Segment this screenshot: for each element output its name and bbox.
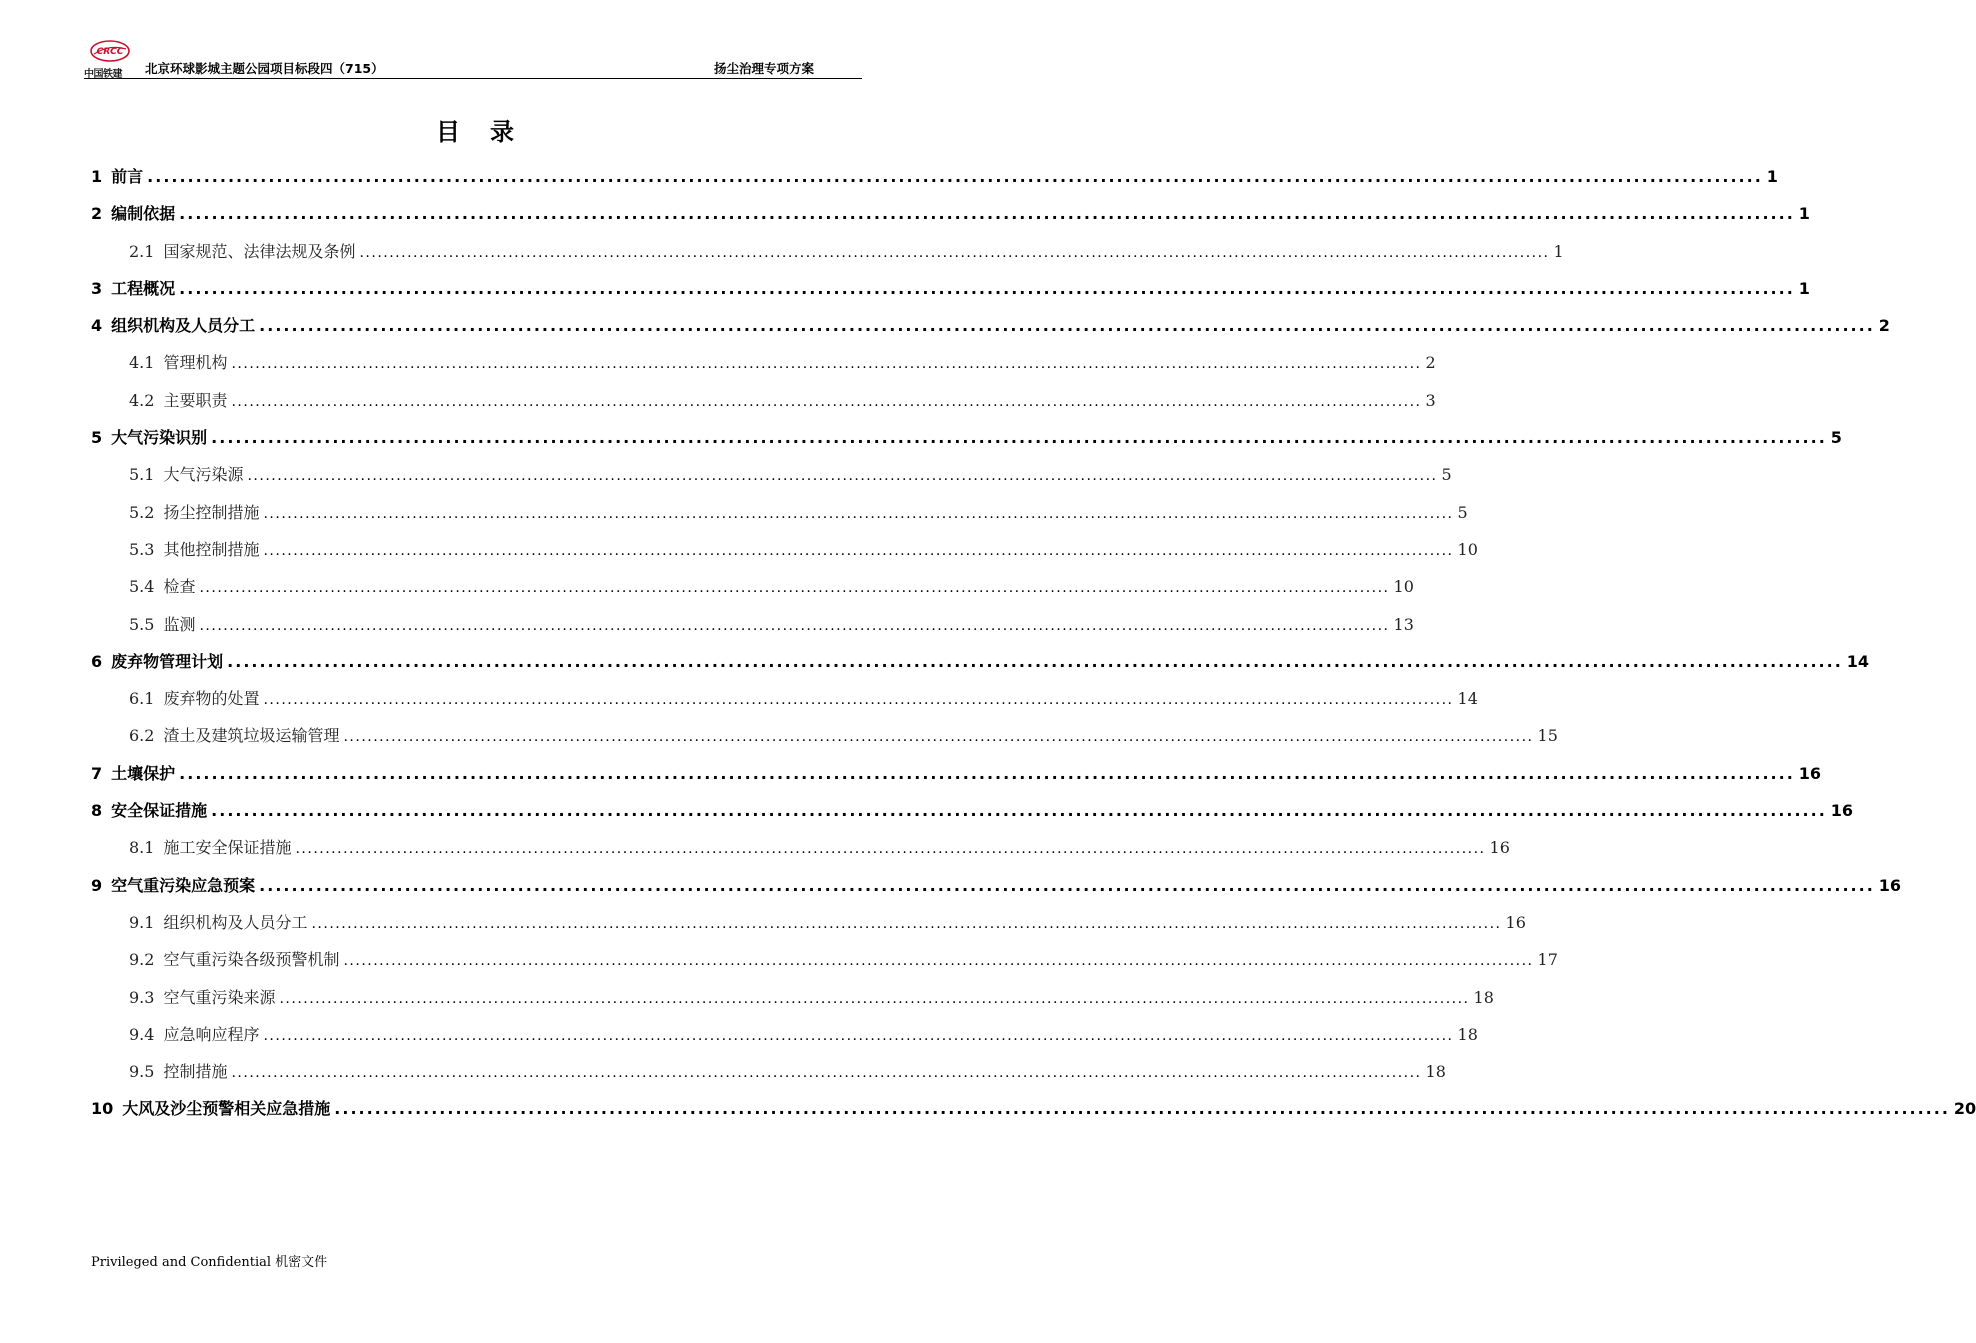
toc-entry-page: 16 <box>1878 875 1902 895</box>
toc-entry[interactable] <box>91 606 1414 643</box>
toc-dot-leader: ........................................................................................................................................................................................................ <box>231 393 1422 410</box>
toc-dot-leader: ........................................................................................................................................................................................................ <box>343 953 1534 970</box>
toc-entry[interactable] <box>91 979 1494 1016</box>
toc-entry-number: 7 <box>91 763 103 783</box>
toc-entry-label: 施工安全保证措施 <box>163 838 292 858</box>
toc-dot-leader: ........................................................................................................................................................................................................ <box>295 841 1486 858</box>
logo-mark-text: CRCC <box>96 47 124 57</box>
toc-dot-leader: ........................................................................................................................................................................................................ <box>227 651 1843 671</box>
toc-entry-label: 安全保证措施 <box>111 801 208 821</box>
toc-entry-number: 8.1 <box>129 838 155 858</box>
toc-dot-leader: ........................................................................................................................................................................................................ <box>343 729 1534 746</box>
toc-dot-leader: ........................................................................................................................................................................................................ <box>263 692 1454 709</box>
toc-entry-page: 1 <box>1798 278 1810 298</box>
toc-entry-page: 18 <box>1425 1062 1446 1082</box>
toc-entry-label: 土壤保护 <box>111 763 176 783</box>
toc-entry-label: 废弃物的处置 <box>163 689 260 709</box>
toc-entry-page: 5 <box>1441 465 1452 485</box>
toc-entry-page: 1 <box>1766 167 1778 186</box>
toc-entry-page: 5 <box>1457 502 1468 522</box>
toc-entry-number: 4.1 <box>129 353 155 373</box>
toc-entry-page: 10 <box>1457 539 1478 559</box>
toc-entry-label: 检查 <box>163 577 196 597</box>
toc-entry-page: 18 <box>1457 1024 1478 1044</box>
crcc-logo-mark-icon <box>90 40 130 62</box>
toc-entry-page: 13 <box>1393 614 1414 634</box>
toc-entry[interactable] <box>91 867 1902 904</box>
toc-entry[interactable] <box>91 158 1778 195</box>
table-of-contents <box>91 158 1976 1128</box>
toc-entry[interactable] <box>91 1016 1478 1053</box>
toc-entry-label: 组织机构及人员分工 <box>111 316 256 336</box>
toc-entry-page: 15 <box>1537 726 1558 746</box>
toc-entry-label: 监测 <box>163 614 196 634</box>
toc-entry-label: 主要职责 <box>163 390 228 410</box>
toc-entry[interactable] <box>91 643 1870 680</box>
toc-entry-label: 空气重污染应急预案 <box>111 875 256 895</box>
toc-entry[interactable] <box>91 1090 1976 1127</box>
toc-entry-number: 5.1 <box>129 465 155 485</box>
toc-entry-number: 5.3 <box>129 539 155 559</box>
toc-entry-page: 16 <box>1505 912 1526 932</box>
toc-entry-page: 3 <box>1425 390 1436 410</box>
toc-entry-number: 9.2 <box>129 950 155 970</box>
toc-dot-leader: ........................................................................................................................................................................................................ <box>199 617 1390 634</box>
toc-dot-leader: ........................................................................................................................................................................................................ <box>147 167 1763 186</box>
toc-entry-label: 工程概况 <box>111 278 176 298</box>
toc-title: 目录 <box>436 118 544 146</box>
toc-entry-label: 控制措施 <box>163 1062 228 1082</box>
document-title: 扬尘治理专项方案 <box>713 61 814 76</box>
toc-entry[interactable] <box>91 419 1842 456</box>
toc-entry[interactable] <box>91 755 1822 792</box>
toc-entry-number: 5.2 <box>129 502 155 522</box>
toc-entry-label: 渣土及建筑垃圾运输管理 <box>163 726 340 746</box>
toc-dot-leader: ........................................................................................................................................................................................................ <box>334 1099 1950 1119</box>
toc-entry-page: 2 <box>1425 353 1436 373</box>
toc-entry-number: 4.2 <box>129 390 155 410</box>
toc-entry-number: 8 <box>91 801 103 821</box>
toc-entry-label: 管理机构 <box>163 353 228 373</box>
toc-entry-number: 2.1 <box>129 241 155 261</box>
toc-entry[interactable] <box>91 456 1452 493</box>
toc-entry-label: 废弃物管理计划 <box>111 651 224 671</box>
toc-entry-page: 16 <box>1489 838 1510 858</box>
toc-entry-label: 前言 <box>111 167 144 186</box>
toc-entry-number: 9.3 <box>129 987 155 1007</box>
toc-entry-number: 2 <box>91 204 103 224</box>
toc-entry[interactable] <box>91 1053 1446 1090</box>
toc-entry[interactable] <box>91 195 1810 232</box>
toc-entry-label: 编制依据 <box>111 204 176 224</box>
toc-entry-label: 其他控制措施 <box>163 539 260 559</box>
toc-entry[interactable] <box>91 941 1558 978</box>
toc-dot-leader: ........................................................................................................................................................................................................ <box>259 875 1875 895</box>
toc-entry[interactable] <box>91 494 1468 531</box>
toc-dot-leader: ........................................................................................................................................................................................................ <box>231 356 1422 373</box>
toc-entry-page: 16 <box>1830 801 1854 821</box>
toc-entry[interactable] <box>91 382 1436 419</box>
toc-entry-page: 20 <box>1953 1099 1976 1119</box>
toc-entry-page: 14 <box>1846 651 1870 671</box>
toc-entry-page: 10 <box>1393 577 1414 597</box>
toc-entry-number: 5 <box>91 428 103 448</box>
toc-entry-page: 5 <box>1830 428 1842 448</box>
toc-dot-leader: ........................................................................................................................................................................................................ <box>359 244 1550 261</box>
toc-entry-label: 空气重污染来源 <box>163 987 276 1007</box>
toc-dot-leader: ........................................................................................................................................................................................................ <box>199 580 1390 597</box>
toc-entry[interactable] <box>91 904 1526 941</box>
toc-entry-number: 1 <box>91 167 103 186</box>
toc-entry-number: 5.5 <box>129 614 155 634</box>
toc-dot-leader: ........................................................................................................................................................................................................ <box>311 915 1502 932</box>
toc-entry-page: 1 <box>1798 204 1810 224</box>
toc-dot-leader: ........................................................................................................................................................................................................ <box>263 1027 1454 1044</box>
toc-entry-label: 大风及沙尘预警相关应急措施 <box>122 1099 331 1119</box>
toc-dot-leader: ........................................................................................................................................................................................................ <box>179 204 1795 224</box>
toc-entry-label: 大气污染识别 <box>111 428 208 448</box>
toc-entry-number: 9.1 <box>129 912 155 932</box>
crcc-logo <box>84 40 138 78</box>
toc-entry-number: 6.1 <box>129 689 155 709</box>
toc-dot-leader: ........................................................................................................................................................................................................ <box>179 763 1795 783</box>
toc-dot-leader: ........................................................................................................................................................................................................ <box>211 801 1827 821</box>
toc-entry[interactable] <box>91 531 1478 568</box>
toc-entry-label: 国家规范、法律法规及条例 <box>163 241 356 261</box>
toc-entry-number: 10 <box>91 1099 114 1119</box>
toc-entry-number: 9.5 <box>129 1062 155 1082</box>
toc-dot-leader: ........................................................................................................................................................................................................ <box>259 316 1875 336</box>
toc-entry-label: 大气污染源 <box>163 465 244 485</box>
toc-entry[interactable] <box>91 680 1478 717</box>
toc-entry-page: 1 <box>1553 241 1564 261</box>
toc-entry-label: 应急响应程序 <box>163 1024 260 1044</box>
logo-text: 中国铁建 <box>84 69 122 80</box>
toc-entry[interactable] <box>91 568 1414 605</box>
toc-entry-page: 18 <box>1473 987 1494 1007</box>
toc-entry-label: 空气重污染各级预警机制 <box>163 950 340 970</box>
toc-entry[interactable] <box>91 307 1890 344</box>
toc-dot-leader: ........................................................................................................................................................................................................ <box>231 1065 1422 1082</box>
toc-entry-page: 14 <box>1457 689 1478 709</box>
toc-entry-number: 9 <box>91 875 103 895</box>
footer-confidential: Privileged and Confidential 机密文件 <box>91 1255 328 1270</box>
toc-entry-page: 16 <box>1798 763 1822 783</box>
toc-entry-label: 扬尘控制措施 <box>163 502 260 522</box>
toc-entry-label: 组织机构及人员分工 <box>163 912 308 932</box>
toc-entry-page: 17 <box>1537 950 1558 970</box>
toc-entry-number: 3 <box>91 278 103 298</box>
toc-entry[interactable] <box>91 717 1558 754</box>
toc-entry-number: 5.4 <box>129 577 155 597</box>
toc-entry-number: 4 <box>91 316 103 336</box>
toc-entry[interactable] <box>91 829 1510 866</box>
toc-entry[interactable] <box>91 270 1810 307</box>
toc-entry[interactable] <box>91 233 1564 270</box>
project-name: 北京环球影城主题公园项目标段四（715） <box>145 61 384 76</box>
toc-entry-number: 6.2 <box>129 726 155 746</box>
toc-dot-leader: ........................................................................................................................................................................................................ <box>247 468 1438 485</box>
toc-dot-leader: ........................................................................................................................................................................................................ <box>179 278 1795 298</box>
toc-dot-leader: ........................................................................................................................................................................................................ <box>211 428 1827 448</box>
toc-entry-page: 2 <box>1878 316 1890 336</box>
toc-entry[interactable] <box>91 344 1436 381</box>
page-header <box>84 38 862 79</box>
toc-dot-leader: ........................................................................................................................................................................................................ <box>263 542 1454 559</box>
toc-dot-leader: ........................................................................................................................................................................................................ <box>279 990 1470 1007</box>
toc-entry-number: 9.4 <box>129 1024 155 1044</box>
toc-dot-leader: ........................................................................................................................................................................................................ <box>263 505 1454 522</box>
toc-entry-number: 6 <box>91 651 103 671</box>
toc-entry[interactable] <box>91 792 1854 829</box>
